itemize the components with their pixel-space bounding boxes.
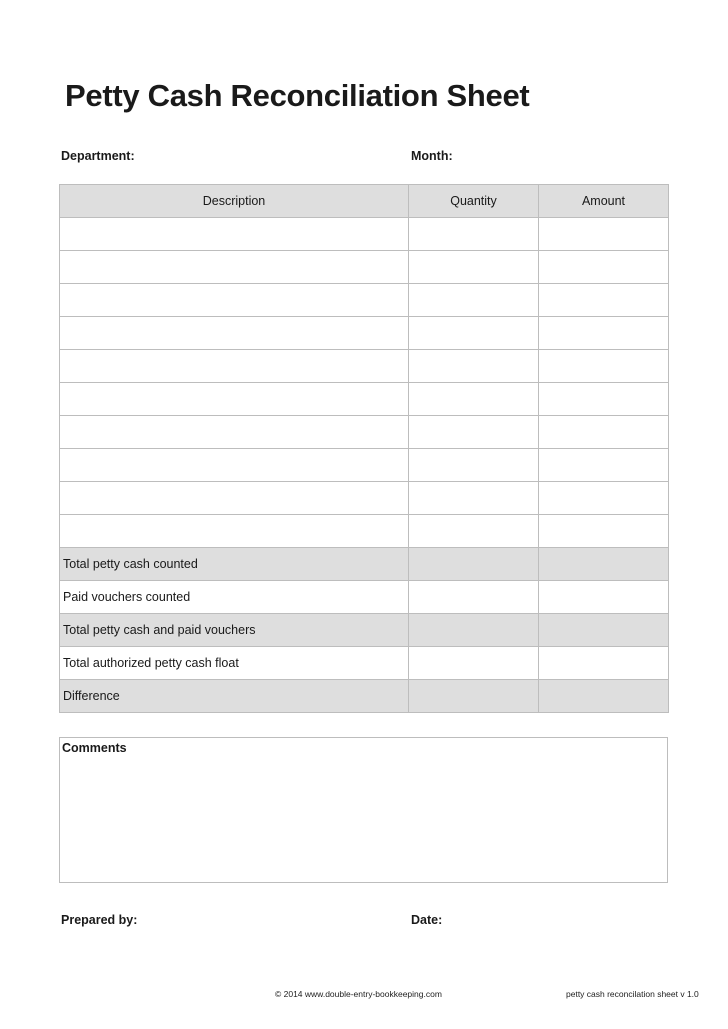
quantity-cell[interactable] — [409, 284, 539, 317]
table-row — [60, 416, 669, 449]
description-cell[interactable] — [60, 284, 409, 317]
table-row — [60, 449, 669, 482]
amount-cell[interactable] — [539, 218, 669, 251]
description-cell[interactable] — [60, 515, 409, 548]
quantity-cell[interactable] — [409, 482, 539, 515]
footer-copyright: © 2014 www.double-entry-bookkeeping.com — [275, 989, 442, 999]
description-cell[interactable] — [60, 416, 409, 449]
table-row — [60, 383, 669, 416]
description-cell[interactable] — [60, 317, 409, 350]
amount-cell[interactable] — [539, 647, 669, 680]
header-amount: Amount — [539, 185, 669, 218]
amount-cell[interactable] — [539, 416, 669, 449]
table-body — [60, 218, 669, 713]
summary-label: Total petty cash and paid vouchers — [60, 614, 409, 647]
quantity-cell[interactable] — [409, 581, 539, 614]
quantity-cell[interactable] — [409, 515, 539, 548]
amount-cell[interactable] — [539, 317, 669, 350]
quantity-cell[interactable] — [409, 383, 539, 416]
amount-cell[interactable] — [539, 680, 669, 713]
quantity-cell[interactable] — [409, 449, 539, 482]
table-row — [60, 515, 669, 548]
amount-cell[interactable] — [539, 515, 669, 548]
description-cell[interactable] — [60, 218, 409, 251]
table-row — [60, 251, 669, 284]
summary-label: Paid vouchers counted — [60, 581, 409, 614]
header-description: Description — [60, 185, 409, 218]
department-label: Department: — [61, 149, 135, 163]
table-row — [60, 482, 669, 515]
footer-version: petty cash reconcilation sheet v 1.0 — [566, 989, 699, 999]
description-cell[interactable] — [60, 449, 409, 482]
amount-cell[interactable] — [539, 383, 669, 416]
prepared-by-label: Prepared by: — [61, 913, 138, 927]
table-row — [60, 317, 669, 350]
amount-cell[interactable] — [539, 251, 669, 284]
table-row — [60, 350, 669, 383]
summary-row — [60, 548, 669, 581]
header-quantity: Quantity — [409, 185, 539, 218]
comments-box[interactable] — [59, 737, 668, 883]
quantity-cell[interactable] — [409, 317, 539, 350]
quantity-cell[interactable] — [409, 680, 539, 713]
quantity-cell[interactable] — [409, 218, 539, 251]
summary-row — [60, 647, 669, 680]
amount-cell[interactable] — [539, 350, 669, 383]
comments-label: Comments — [62, 741, 127, 755]
table-row — [60, 218, 669, 251]
quantity-cell[interactable] — [409, 416, 539, 449]
quantity-cell[interactable] — [409, 251, 539, 284]
month-label: Month: — [411, 149, 453, 163]
amount-cell[interactable] — [539, 449, 669, 482]
summary-label: Difference — [60, 680, 409, 713]
quantity-cell[interactable] — [409, 647, 539, 680]
summary-row — [60, 581, 669, 614]
summary-row — [60, 614, 669, 647]
amount-cell[interactable] — [539, 548, 669, 581]
description-cell[interactable] — [60, 251, 409, 284]
quantity-cell[interactable] — [409, 614, 539, 647]
date-label: Date: — [411, 913, 443, 927]
amount-cell[interactable] — [539, 482, 669, 515]
summary-row — [60, 680, 669, 713]
summary-label: Total petty cash counted — [60, 548, 409, 581]
page-title: Petty Cash Reconciliation Sheet — [65, 78, 530, 113]
amount-cell[interactable] — [539, 581, 669, 614]
reconciliation-table — [59, 184, 669, 713]
description-cell[interactable] — [60, 350, 409, 383]
quantity-cell[interactable] — [409, 548, 539, 581]
table-header-row — [60, 185, 669, 218]
description-cell[interactable] — [60, 383, 409, 416]
description-cell[interactable] — [60, 482, 409, 515]
amount-cell[interactable] — [539, 614, 669, 647]
quantity-cell[interactable] — [409, 350, 539, 383]
table-row — [60, 284, 669, 317]
summary-label: Total authorized petty cash float — [60, 647, 409, 680]
amount-cell[interactable] — [539, 284, 669, 317]
